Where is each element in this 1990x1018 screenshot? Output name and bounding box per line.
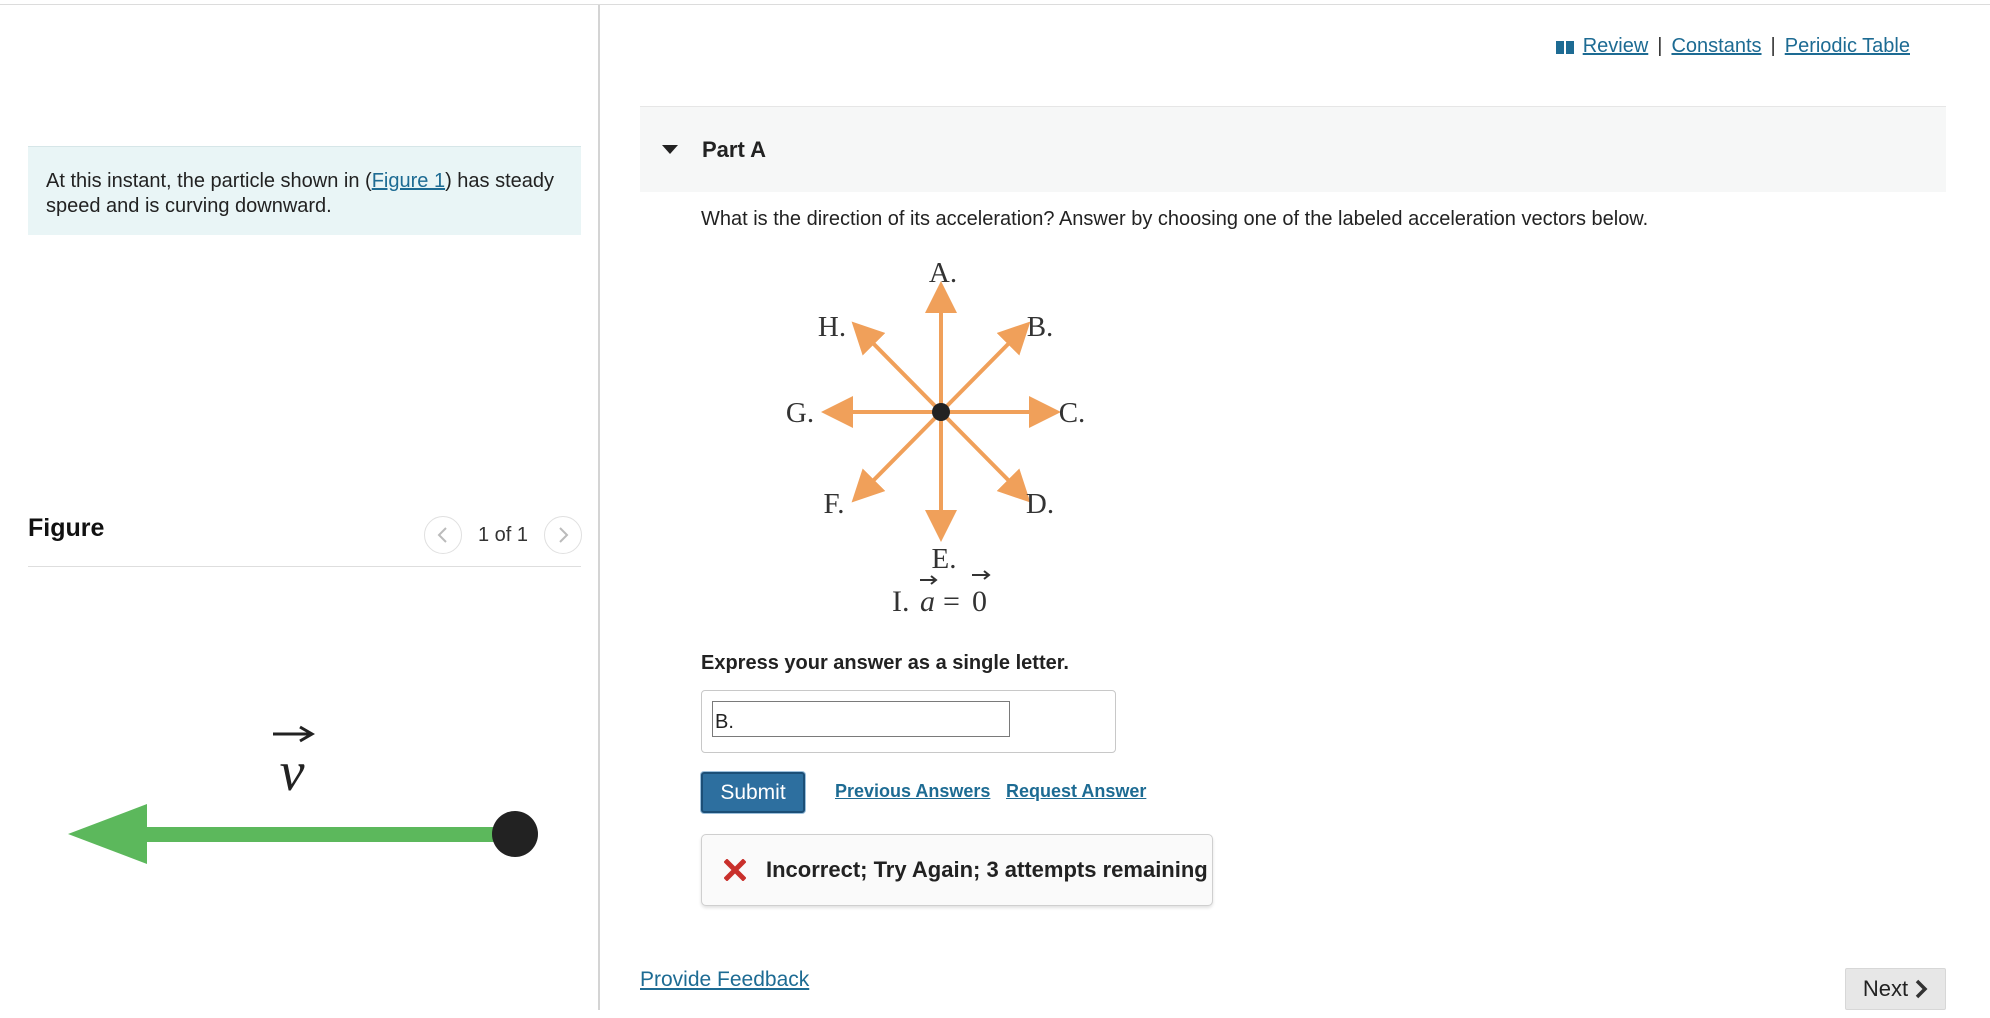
periodic-table-link[interactable]: Periodic Table [1784, 35, 1910, 57]
pager-text: 1 of 1 [477, 523, 529, 546]
figure-link[interactable]: Figure 1 [371, 170, 446, 192]
label-c: C. [1058, 397, 1086, 429]
label-g: G. [785, 397, 815, 429]
request-answer-link[interactable]: Request Answer [1006, 781, 1147, 801]
velocity-label: v [279, 741, 305, 803]
answer-container [701, 690, 1116, 753]
intro-text-before: At this instant, the particle shown in ( [46, 170, 372, 192]
vector-h [860, 330, 941, 412]
chevron-left-icon [436, 526, 450, 544]
origin-point [932, 403, 950, 421]
velocity-vector-label [273, 727, 312, 803]
label-f: F. [823, 488, 845, 520]
chevron-right-icon [1914, 979, 1928, 999]
label-e: E. [931, 543, 957, 575]
resource-links [1555, 35, 1910, 58]
zero-vector: 0 [972, 585, 987, 618]
feedback-text: Incorrect; Try Again; 3 attempts remaining [766, 857, 1208, 882]
answer-input[interactable] [712, 701, 1010, 737]
label-a: A. [928, 257, 958, 289]
label-h: H. [817, 311, 847, 343]
accel-symbol: a [920, 585, 935, 618]
label-i: I. [892, 585, 910, 618]
velocity-arrow-shaft [145, 827, 505, 842]
submit-button[interactable]: Submit [701, 772, 805, 813]
book-icon [1555, 39, 1575, 55]
label-b: B. [1026, 311, 1054, 343]
feedback-message [701, 834, 1213, 906]
part-title: Part A [702, 136, 766, 162]
link-separator: | [1657, 35, 1663, 57]
previous-answers-link[interactable]: Previous Answers [835, 781, 991, 801]
next-label: Next [1862, 976, 1909, 1001]
incorrect-x-icon [724, 859, 746, 881]
next-button[interactable] [1845, 968, 1946, 1010]
previous-figure-button[interactable] [424, 516, 462, 554]
equals-sign: = [943, 585, 960, 618]
figure-title: Figure [28, 514, 105, 542]
pane-divider[interactable] [598, 5, 600, 1010]
review-link[interactable]: Review [1582, 35, 1649, 57]
collapse-caret-icon[interactable] [662, 145, 678, 155]
provide-feedback-link[interactable]: Provide Feedback [640, 968, 810, 991]
vector-b [941, 330, 1022, 412]
question-text: What is the direction of its acceleration? Answer by choosing one of the labeled acceleration vectors below. [701, 208, 1649, 230]
chevron-right-icon [556, 526, 570, 544]
part-a-header[interactable] [640, 106, 1946, 192]
next-figure-button[interactable] [544, 516, 582, 554]
vector-d [941, 412, 1022, 494]
top-rule [0, 4, 1990, 5]
vector-f [860, 412, 941, 494]
figure-divider [28, 566, 581, 567]
label-d: D. [1025, 488, 1055, 520]
link-separator: | [1770, 35, 1776, 57]
answer-instruction: Express your answer as a single letter. [701, 652, 1069, 674]
problem-intro [28, 146, 581, 235]
zero-acceleration-option [892, 571, 989, 618]
particle [492, 811, 538, 857]
acceleration-vectors-diagram [760, 250, 1120, 620]
intro-text-after: ) has steady speed and is curving downward. [46, 170, 555, 217]
constants-link[interactable]: Constants [1671, 35, 1762, 57]
particle-figure [60, 700, 550, 880]
figure-pager [424, 516, 582, 554]
velocity-arrow-head [68, 804, 147, 864]
